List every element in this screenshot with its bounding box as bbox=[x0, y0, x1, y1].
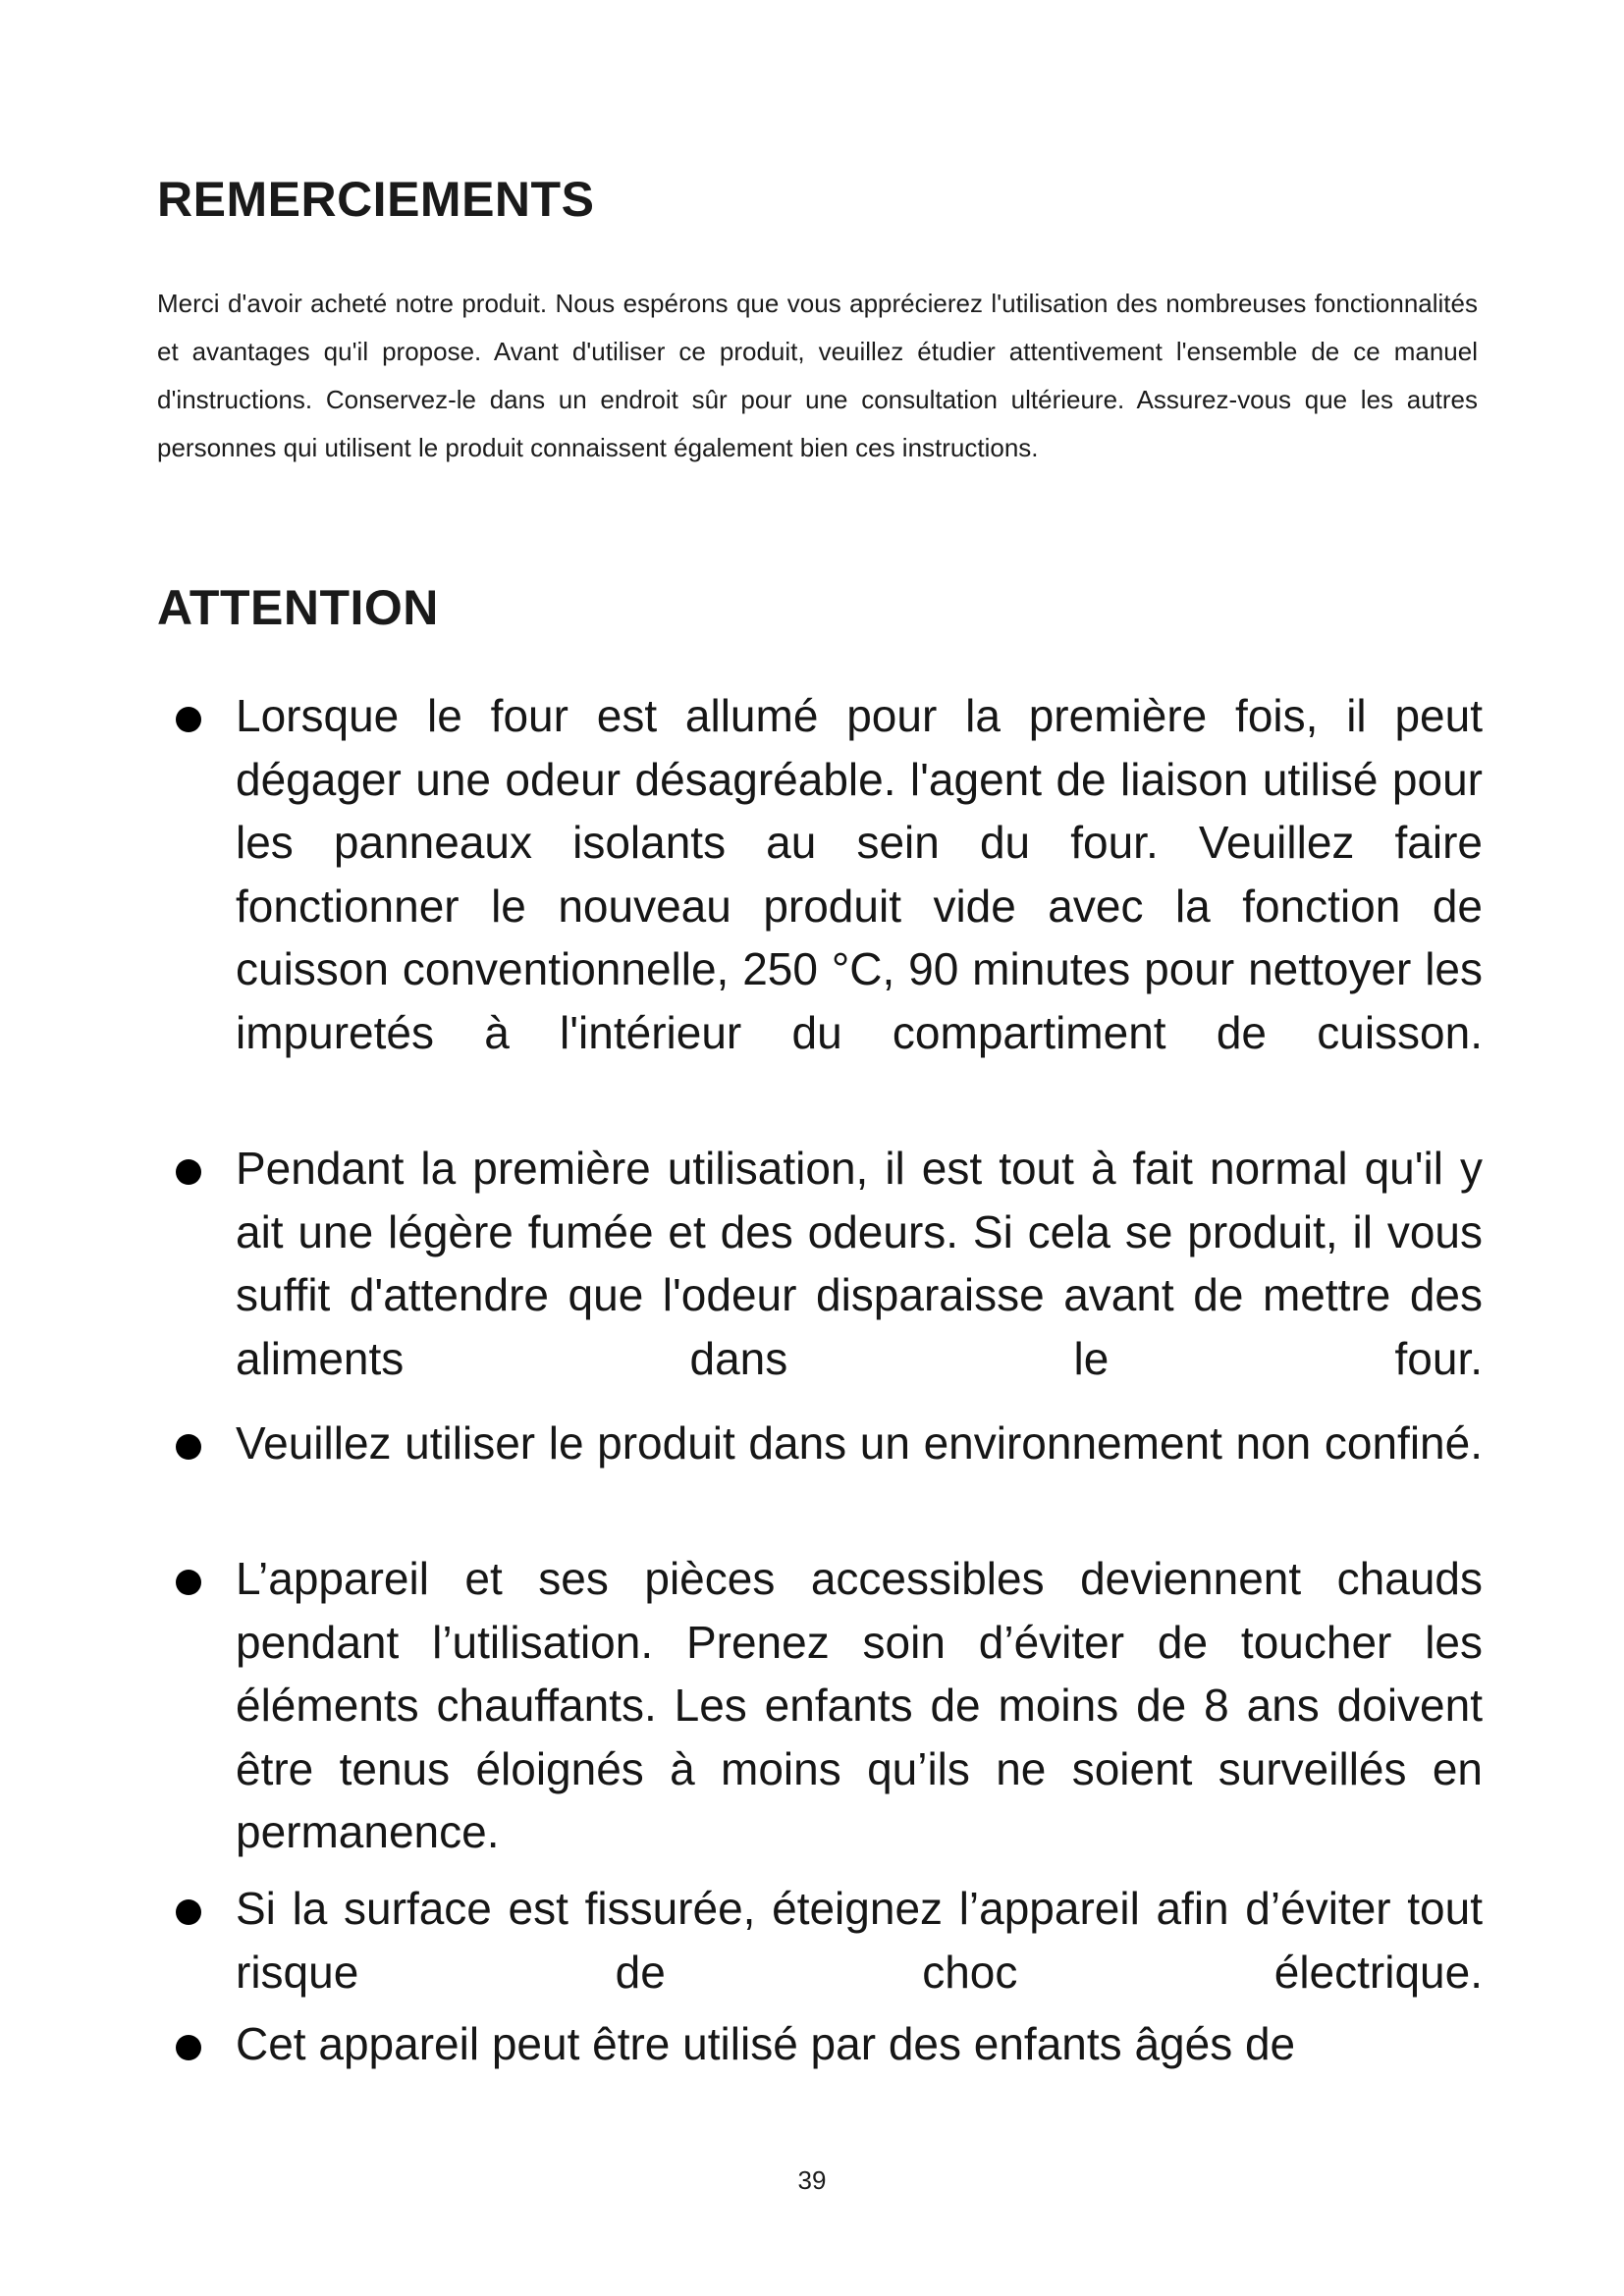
page-number: 39 bbox=[797, 2165, 827, 2195]
attention-item bbox=[236, 1412, 1483, 1538]
bullet-icon bbox=[176, 1434, 201, 1460]
section-heading-thanks: REMERCIEMENTS bbox=[157, 172, 595, 227]
attention-item bbox=[236, 684, 1483, 1128]
attention-item bbox=[236, 1137, 1483, 1454]
attention-item bbox=[236, 2012, 1483, 2076]
attention-item-text: L’appareil et ses pièces accessibles deviennent chauds pendant l’utilisation. Prenez soin d’éviter de toucher les éléments chauffants. Les enfants de moins de 8 ans doivent être tenus éloignés à moins qu’ils ne soient surveillés en permanence. bbox=[236, 1553, 1483, 1857]
attention-item-text: Veuillez utiliser le produit dans un environnement non confiné. bbox=[236, 1417, 1483, 1468]
thanks-paragraph: Merci d'avoir acheté notre produit. Nous espérons que vous apprécierez l'utilisation des nombreuses fonctionnalités et avantages qu'il propose. Avant d'utiliser ce produit, veuillez étudier attentivement l'ensemble de ce manuel d'instructions. Conservez-le dans un endroit sûr pour une consultation ultérieure. Assurez-vous que les autres personnes qui utilisent le produit connaissent également bien ces instructions. bbox=[157, 289, 1478, 462]
bullet-icon bbox=[176, 1570, 201, 1595]
attention-item bbox=[236, 1547, 1483, 1927]
bullet-icon bbox=[176, 1899, 201, 1925]
bullet-icon bbox=[176, 1159, 201, 1185]
bullet-icon bbox=[176, 2035, 201, 2060]
bullet-icon bbox=[176, 707, 201, 732]
attention-item-text: Pendant la première utilisation, il est tout à fait normal qu'il y ait une légère fumée et des odeurs. Si cela se produit, il vous suffit d'attendre que l'odeur disparaisse avant de mettre des aliments dans le four. bbox=[236, 1143, 1483, 1384]
attention-item-text: Lorsque le four est allumé pour la première fois, il peut dégager une odeur désagréable. l'agent de liaison utilisé pour les panneaux isolants au sein du four. Veuillez faire fonctionner le nouveau produit vide avec la fonction de cuisson conventionnelle, 250 °C, 90 minutes pour nettoyer les impuretés à l'intérieur du compartiment de cuisson. bbox=[236, 690, 1483, 1058]
attention-item-text: Cet appareil peut être utilisé par des enfants âgés de bbox=[236, 2018, 1296, 2069]
section-heading-attention: ATTENTION bbox=[157, 580, 439, 635]
attention-item-text: Si la surface est fissurée, éteignez l’appareil afin d’éviter tout risque de choc électrique. bbox=[236, 1883, 1483, 1998]
